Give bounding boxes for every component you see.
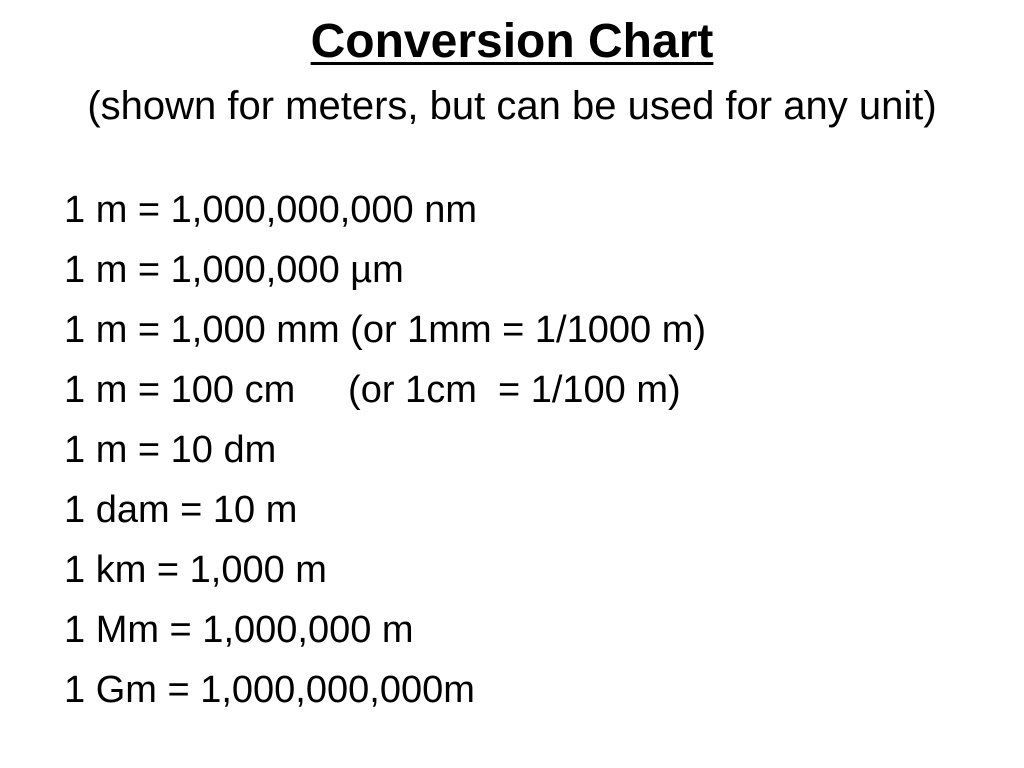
- conversion-line: 1 km = 1,000 m: [64, 549, 327, 591]
- conversion-list: [64, 180, 706, 720]
- conversion-line: 1 dam = 10 m: [64, 489, 298, 531]
- slide-title: Conversion Chart: [310, 15, 714, 68]
- conversion-line: 1 m = 1,000 mm (or 1mm = 1/1000 m): [64, 309, 707, 351]
- conversion-line: 1 m = 10 dm: [64, 429, 277, 471]
- slide-subtitle: (shown for meters, but can be used for any unit): [87, 84, 937, 128]
- conversion-line: 1 Gm = 1,000,000,000m: [64, 669, 475, 711]
- conversion-line: 1 m = 100 cm (or 1cm = 1/100 m): [64, 369, 681, 411]
- conversion-line: 1 m = 1,000,000,000 nm: [64, 189, 478, 231]
- conversion-line: 1 m = 1,000,000 µm: [64, 249, 404, 291]
- conversion-line: 1 Mm = 1,000,000 m: [64, 609, 414, 651]
